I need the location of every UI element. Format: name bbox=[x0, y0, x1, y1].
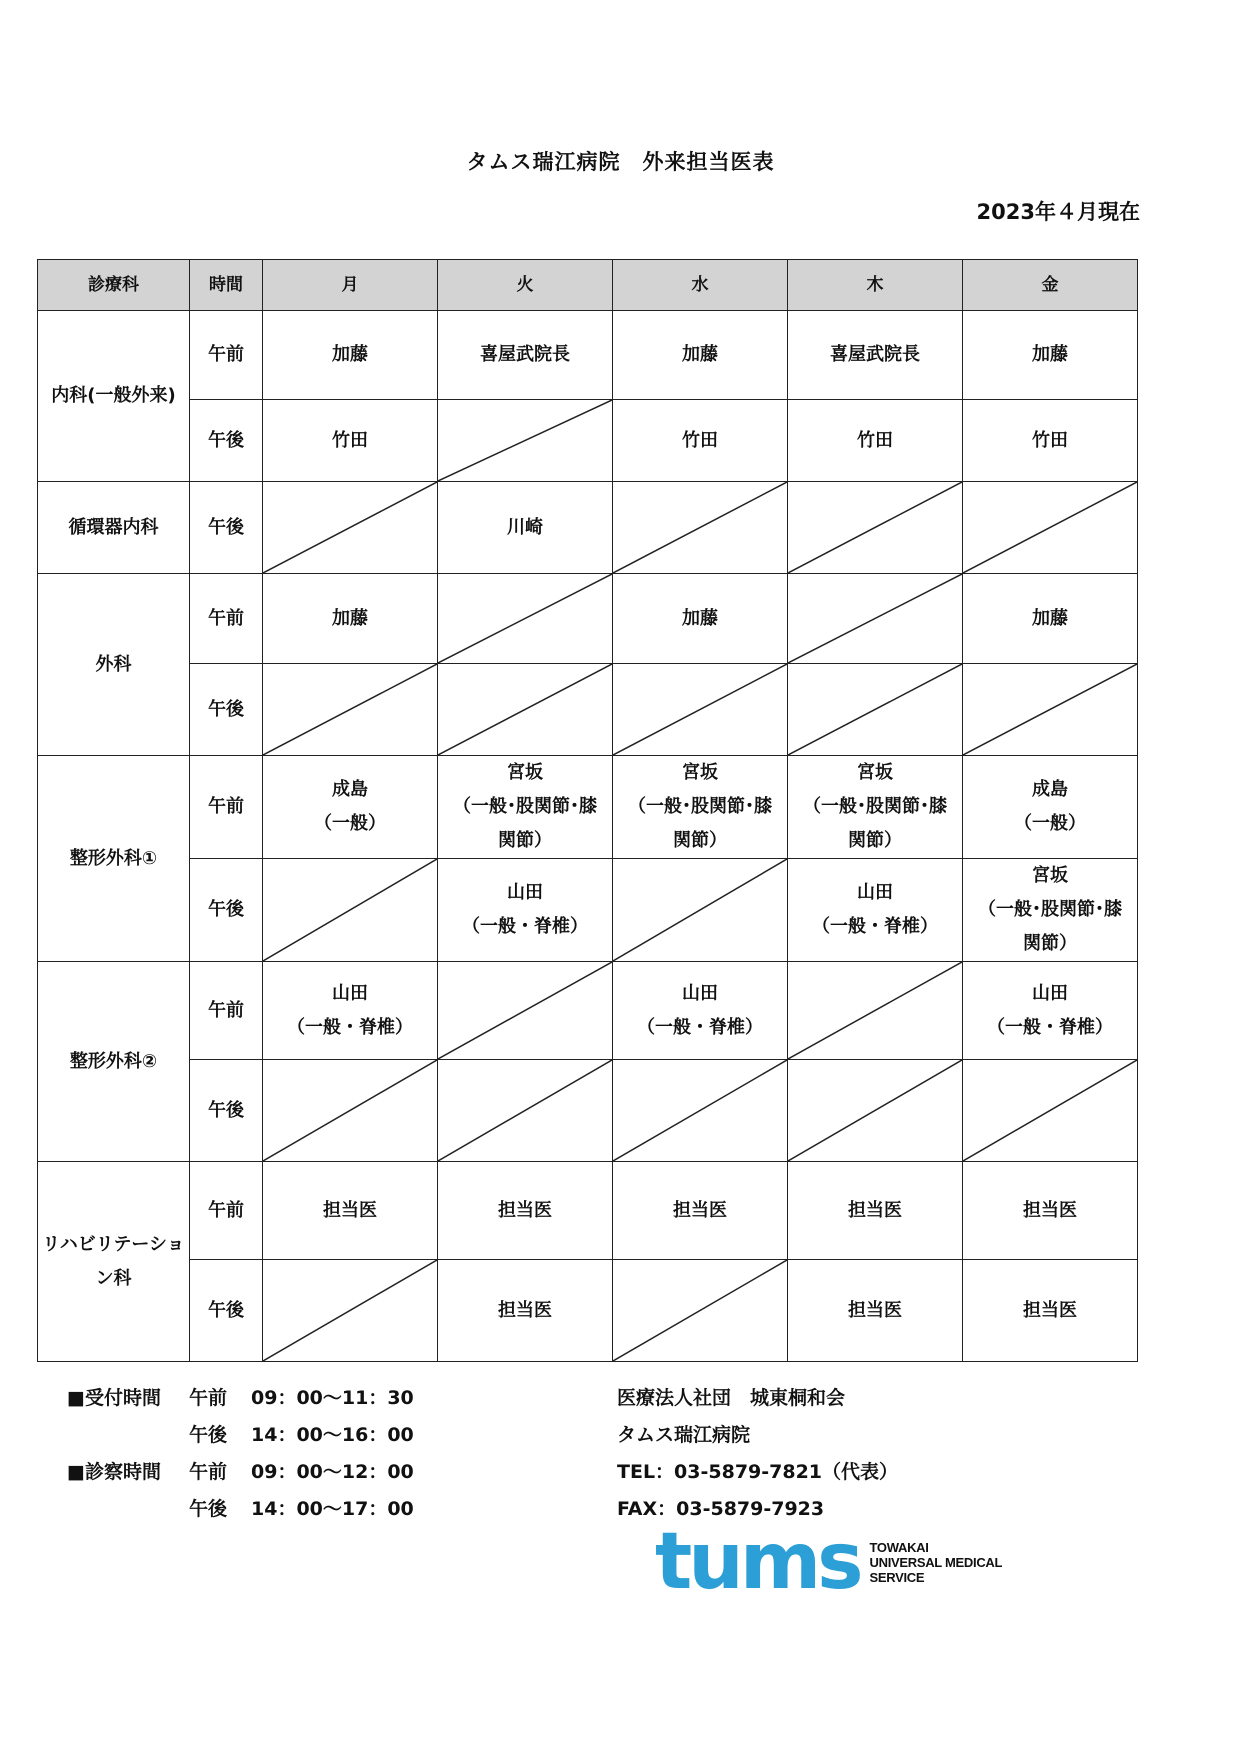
doctor-cell bbox=[263, 311, 438, 400]
department-cell: 整形外科① bbox=[38, 756, 190, 962]
doctor-text: （一般・脊椎） bbox=[812, 916, 938, 937]
diagonal-slash bbox=[438, 400, 612, 481]
time-cell: 午後 bbox=[190, 400, 263, 482]
diagonal-slash bbox=[613, 1260, 787, 1361]
table-row bbox=[38, 482, 1138, 574]
doctor-text: 山田 bbox=[1032, 982, 1068, 1004]
no-clinic-cell bbox=[263, 1060, 438, 1162]
logo-line-1: TOWAKAI bbox=[869, 1539, 929, 1555]
tums-logo bbox=[655, 1517, 1003, 1607]
department-cell: リハビリテーション科 bbox=[38, 1162, 190, 1362]
doctor-text: 加藤 bbox=[332, 344, 368, 365]
doctor-cell bbox=[438, 1260, 613, 1362]
header-tue: 火 bbox=[438, 260, 613, 311]
table-row bbox=[38, 1162, 1138, 1260]
doctor-cell bbox=[613, 311, 788, 400]
am-label: 午前 bbox=[189, 1461, 228, 1483]
header-fri: 金 bbox=[963, 260, 1138, 311]
doctor-text: 宮坂 bbox=[857, 762, 893, 783]
no-clinic-cell bbox=[613, 859, 788, 962]
doctor-text: 成島 bbox=[332, 779, 368, 800]
doctor-text: 山田 bbox=[857, 882, 893, 903]
no-clinic-cell bbox=[263, 1260, 438, 1362]
header-dept: 診療科 bbox=[38, 260, 190, 311]
doctor-cell bbox=[613, 574, 788, 664]
table-row bbox=[38, 311, 1138, 400]
consultation-label: ■診察時間 bbox=[67, 1461, 161, 1483]
reception-pm-row bbox=[67, 1417, 414, 1454]
doctor-text: 竹田 bbox=[682, 429, 718, 451]
diagonal-slash bbox=[788, 1060, 962, 1161]
department-cell: 整形外科② bbox=[38, 962, 190, 1162]
logo-line-2: UNIVERSAL MEDICAL bbox=[869, 1554, 1003, 1570]
time-cell: 午後 bbox=[190, 1060, 263, 1162]
doctor-text: 竹田 bbox=[857, 429, 893, 451]
table-row bbox=[38, 664, 1138, 756]
diagonal-slash bbox=[963, 482, 1137, 573]
doctor-cell bbox=[963, 574, 1138, 664]
doctor-text: （一般・脊椎） bbox=[987, 1016, 1113, 1038]
department-cell: 外科 bbox=[38, 574, 190, 756]
time-cell: 午前 bbox=[190, 574, 263, 664]
doctor-cell bbox=[963, 1162, 1138, 1260]
diagonal-slash bbox=[263, 482, 437, 573]
doctor-cell bbox=[263, 1162, 438, 1260]
time-cell: 午前 bbox=[190, 962, 263, 1060]
logo-text bbox=[870, 1540, 1003, 1585]
doctor-text: 山田 bbox=[332, 982, 368, 1004]
doctor-text: （一般･股関節･膝 bbox=[628, 796, 772, 817]
no-clinic-cell bbox=[263, 664, 438, 756]
as-of-date: 2023年４月現在 bbox=[976, 200, 1140, 224]
no-clinic-cell bbox=[613, 664, 788, 756]
doctor-cell bbox=[788, 859, 963, 962]
doctor-cell bbox=[963, 400, 1138, 482]
header-wed: 水 bbox=[613, 260, 788, 311]
time-cell: 午前 bbox=[190, 756, 263, 859]
doctor-text: 関節） bbox=[848, 830, 902, 851]
doctor-text: 山田 bbox=[507, 882, 543, 903]
department-cell: 循環器内科 bbox=[38, 482, 190, 574]
no-clinic-cell bbox=[788, 482, 963, 574]
doctor-cell bbox=[263, 756, 438, 859]
doctor-cell bbox=[438, 1162, 613, 1260]
table-row bbox=[38, 1060, 1138, 1162]
diagonal-slash bbox=[263, 1060, 437, 1161]
diagonal-slash bbox=[613, 859, 787, 961]
doctor-text: 加藤 bbox=[682, 607, 718, 629]
doctor-text: 関節） bbox=[1023, 933, 1077, 954]
doctor-text: （一般･股関節･膝 bbox=[803, 796, 947, 817]
doctor-text: 関節） bbox=[498, 830, 552, 851]
doctor-text: 宮坂 bbox=[507, 762, 543, 783]
doctor-text: 担当医 bbox=[848, 1299, 902, 1321]
doctor-cell bbox=[438, 756, 613, 859]
diagonal-slash bbox=[788, 482, 962, 573]
reception-am-time: 09：00～11：30 bbox=[251, 1387, 414, 1409]
no-clinic-cell bbox=[788, 1060, 963, 1162]
diagonal-slash bbox=[438, 664, 612, 755]
table-row bbox=[38, 400, 1138, 482]
no-clinic-cell bbox=[613, 1060, 788, 1162]
diagonal-slash bbox=[613, 482, 787, 573]
no-clinic-cell bbox=[438, 962, 613, 1060]
doctor-cell bbox=[438, 311, 613, 400]
diagonal-slash bbox=[438, 962, 612, 1059]
doctor-text: 成島 bbox=[1032, 779, 1068, 800]
doctor-text: 竹田 bbox=[1032, 429, 1068, 451]
doctor-cell bbox=[963, 1260, 1138, 1362]
diagonal-slash bbox=[613, 664, 787, 755]
doctor-text: 加藤 bbox=[1032, 344, 1068, 365]
consultation-pm-row bbox=[67, 1491, 414, 1528]
no-clinic-cell bbox=[788, 962, 963, 1060]
reception-pm-time: 14：00～16：00 bbox=[251, 1424, 414, 1446]
no-clinic-cell bbox=[613, 1260, 788, 1362]
doctor-text: 担当医 bbox=[498, 1199, 552, 1221]
diagonal-slash bbox=[788, 664, 962, 755]
no-clinic-cell bbox=[788, 574, 963, 664]
header-row bbox=[38, 260, 1138, 311]
am-label: 午前 bbox=[189, 1387, 228, 1409]
header-thu: 木 bbox=[788, 260, 963, 311]
doctor-cell bbox=[963, 756, 1138, 859]
diagonal-slash bbox=[788, 962, 962, 1059]
no-clinic-cell bbox=[788, 664, 963, 756]
logo-mark: tums bbox=[655, 1517, 860, 1607]
fax-number: FAX：03-5879-7923 bbox=[617, 1498, 825, 1520]
logo-line-3: SERVICE bbox=[869, 1569, 925, 1585]
doctor-cell bbox=[613, 400, 788, 482]
time-cell: 午後 bbox=[190, 482, 263, 574]
doctor-text: 喜屋武院長 bbox=[830, 344, 920, 365]
document-title: タムス瑞江病院 外来担当医表 bbox=[466, 150, 775, 174]
reception-label: ■受付時間 bbox=[67, 1387, 161, 1409]
doctor-cell bbox=[788, 400, 963, 482]
corporation-name: 医療法人社団 城東桐和会 bbox=[617, 1387, 846, 1409]
doctor-text: 宮坂 bbox=[682, 762, 718, 783]
consultation-am-time: 09：00～12：00 bbox=[251, 1461, 414, 1483]
diagonal-slash bbox=[963, 1060, 1137, 1161]
doctor-cell bbox=[963, 311, 1138, 400]
doctor-text: 宮坂 bbox=[1032, 865, 1068, 886]
table-row bbox=[38, 574, 1138, 664]
doctor-text: 加藤 bbox=[332, 607, 368, 629]
time-cell: 午前 bbox=[190, 311, 263, 400]
no-clinic-cell bbox=[438, 1060, 613, 1162]
diagonal-slash bbox=[438, 1060, 612, 1161]
consultation-pm-time: 14：00～17：00 bbox=[251, 1498, 414, 1520]
doctor-text: 担当医 bbox=[1023, 1199, 1077, 1221]
diagonal-slash bbox=[438, 574, 612, 663]
doctor-text: （一般・脊椎） bbox=[462, 916, 588, 937]
doctor-text: （一般･股関節･膝 bbox=[453, 796, 597, 817]
doctor-cell bbox=[963, 962, 1138, 1060]
doctor-text: 担当医 bbox=[848, 1199, 902, 1221]
table-row bbox=[38, 859, 1138, 962]
pm-label: 午後 bbox=[189, 1498, 228, 1520]
pm-label: 午後 bbox=[189, 1424, 228, 1446]
doctor-text: 竹田 bbox=[332, 429, 368, 451]
doctor-text: 川崎 bbox=[507, 516, 543, 538]
doctor-cell bbox=[613, 962, 788, 1060]
time-cell: 午後 bbox=[190, 859, 263, 962]
contact-block bbox=[617, 1380, 898, 1528]
table-row bbox=[38, 756, 1138, 859]
table-row bbox=[38, 962, 1138, 1060]
no-clinic-cell bbox=[963, 482, 1138, 574]
doctor-text: 喜屋武院長 bbox=[480, 344, 570, 365]
doctor-text: （一般・脊椎） bbox=[287, 1016, 413, 1038]
no-clinic-cell bbox=[438, 400, 613, 482]
doctor-cell bbox=[263, 574, 438, 664]
doctor-cell bbox=[613, 756, 788, 859]
doctor-text: 加藤 bbox=[682, 344, 718, 365]
doctor-text: 山田 bbox=[682, 982, 718, 1004]
time-cell: 午後 bbox=[190, 664, 263, 756]
doctor-text: 加藤 bbox=[1032, 607, 1068, 629]
doctor-text: 担当医 bbox=[673, 1199, 727, 1221]
table-row bbox=[38, 1260, 1138, 1362]
outpatient-schedule-table bbox=[37, 259, 1138, 1362]
no-clinic-cell bbox=[438, 664, 613, 756]
doctor-cell bbox=[788, 756, 963, 859]
consultation-am-row bbox=[67, 1454, 414, 1491]
no-clinic-cell bbox=[263, 482, 438, 574]
schedule-body bbox=[38, 311, 1138, 1362]
diagonal-slash bbox=[788, 574, 962, 663]
doctor-cell bbox=[613, 1162, 788, 1260]
doctor-cell bbox=[438, 859, 613, 962]
no-clinic-cell bbox=[438, 574, 613, 664]
doctor-text: 担当医 bbox=[1023, 1299, 1077, 1321]
no-clinic-cell bbox=[613, 482, 788, 574]
doctor-cell bbox=[788, 1260, 963, 1362]
tel-number: TEL：03-5879-7821（代表） bbox=[617, 1461, 899, 1483]
time-cell: 午後 bbox=[190, 1260, 263, 1362]
doctor-cell bbox=[263, 400, 438, 482]
doctor-cell bbox=[438, 482, 613, 574]
doctor-cell bbox=[788, 1162, 963, 1260]
hospital-name: タムス瑞江病院 bbox=[617, 1424, 751, 1446]
diagonal-slash bbox=[613, 1060, 787, 1161]
header-time: 時間 bbox=[190, 260, 263, 311]
diagonal-slash bbox=[263, 1260, 437, 1361]
doctor-text: （一般･股関節･膝 bbox=[978, 899, 1122, 920]
no-clinic-cell bbox=[963, 1060, 1138, 1162]
diagonal-slash bbox=[263, 664, 437, 755]
no-clinic-cell bbox=[263, 859, 438, 962]
department-cell: 内科(一般外来) bbox=[38, 311, 190, 482]
no-clinic-cell bbox=[963, 664, 1138, 756]
doctor-text: 関節） bbox=[673, 830, 727, 851]
doctor-text: （一般） bbox=[314, 813, 386, 834]
doctor-text: （一般・脊椎） bbox=[637, 1016, 763, 1038]
header-mon: 月 bbox=[263, 260, 438, 311]
doctor-text: 担当医 bbox=[323, 1199, 377, 1221]
diagonal-slash bbox=[263, 859, 437, 961]
doctor-text: （一般） bbox=[1014, 813, 1086, 834]
reception-am-row bbox=[67, 1380, 414, 1417]
time-cell: 午前 bbox=[190, 1162, 263, 1260]
doctor-cell bbox=[263, 962, 438, 1060]
hours-block bbox=[67, 1380, 414, 1528]
diagonal-slash bbox=[963, 664, 1137, 755]
doctor-cell bbox=[963, 859, 1138, 962]
doctor-text: 担当医 bbox=[498, 1299, 552, 1321]
doctor-cell bbox=[788, 311, 963, 400]
